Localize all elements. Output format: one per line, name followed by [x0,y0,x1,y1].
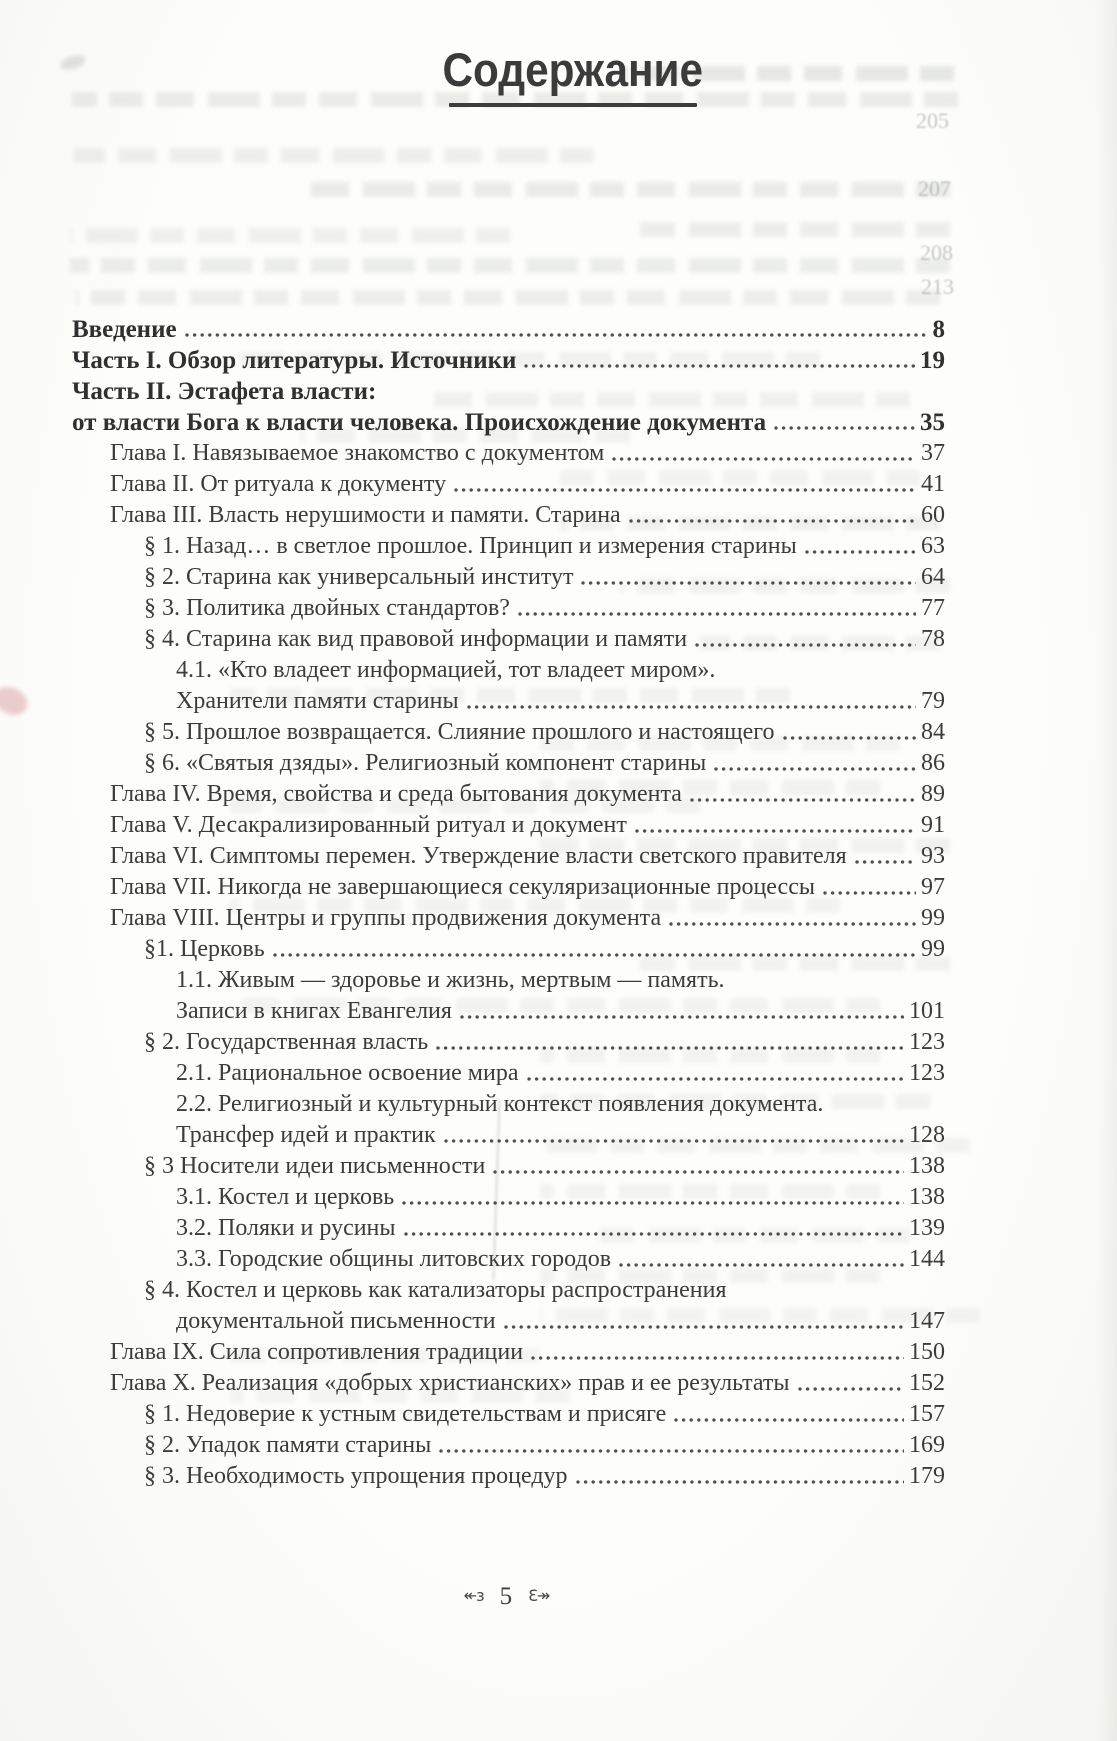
bleedthrough-line [76,290,940,305]
toc-entry-page-number: 35 [920,409,945,436]
toc-entry-label: § 1. Назад… в светлое прошлое. Принцип и измерения старины [144,533,797,559]
toc-row [64,870,945,901]
toc-row [64,1397,945,1428]
toc-entry-page-number: 93 [921,843,945,869]
dot-leader [797,1384,904,1393]
toc-entry-label: § 2. Упадок памяти старины [144,1432,432,1458]
toc-entry-label: 4.1. «Кто владеет информацией, тот владеет миром». [176,657,716,683]
toc-entry-page-number: 147 [909,1308,945,1334]
bleedthrough-page-number: 207 [918,176,951,201]
toc-entry-label: Глава VIII. Центры и группы продвижения документа [110,905,662,931]
toc-entry-label: Часть I. Обзор литературы. Источники [72,347,517,374]
toc-entry-page-number: 37 [921,440,945,466]
dot-leader [822,888,916,897]
scan-edge-shadow [1097,0,1117,1741]
dot-leader [618,1260,904,1269]
toc-entry-label: 2.2. Религиозный и культурный контекст появления документа. [176,1091,824,1117]
dot-leader [804,547,916,556]
toc-entry-page-number: 101 [909,998,945,1024]
toc-row [64,839,945,870]
toc-entry-page-number: 152 [909,1370,945,1396]
toc-entry-label: § 3. Необходимость упрощения процедур [144,1463,568,1489]
dot-leader [713,764,916,773]
toc-row [64,436,945,467]
toc-entry-label: документальной письменности [176,1308,496,1334]
toc-entry-page-number: 77 [921,595,945,621]
dot-leader [575,1477,904,1486]
dot-leader [435,1043,904,1052]
toc-row [64,1118,945,1149]
page-title: Содержание [442,43,703,96]
toc-entry-page-number: 84 [921,719,945,745]
toc-row [64,963,945,994]
toc-entry-label: Глава IV. Время, свойства и среда бытования документа [110,781,682,807]
dot-leader [673,1415,904,1424]
toc-entry-page-number: 138 [909,1153,945,1179]
toc-entry-page-number: 19 [920,347,945,374]
toc-entry-label: Введение [72,316,177,343]
toc-entry-label: 3.2. Поляки и русины [176,1215,396,1241]
toc-entry-label: Записи в книгах Евангелия [176,998,452,1024]
toc-entry-page-number: 128 [909,1122,945,1148]
dot-leader [668,919,916,928]
dot-leader [453,485,916,494]
toc-row [64,1428,945,1459]
toc-entry-label: Глава VII. Никогда не завершающиеся секуляризационные процессы [110,874,815,900]
toc-entry-page-number: 157 [909,1401,945,1427]
dot-leader [854,857,916,866]
toc-entry-page-number: 97 [921,874,945,900]
toc-row [64,1273,945,1304]
bleedthrough-page-number: 205 [916,108,949,133]
page-footer [0,1583,1065,1611]
dot-leader [517,609,916,618]
bleedthrough-page-number: 213 [921,274,954,299]
dot-leader [580,578,916,587]
dot-leader [503,1322,904,1331]
dot-leader [184,330,928,339]
toc-entry-label: § 5. Прошлое возвращается. Слияние прошлого и настоящего [144,719,775,745]
toc-entry-label: Трансфер идей и практик [176,1122,436,1148]
toc-entry-page-number: 79 [921,688,945,714]
toc-entry-label: 1.1. Живым — здоровье и жизнь, мертвым — память. [176,967,725,993]
toc-row [64,715,945,746]
toc-entry-label: § 1. Недоверие к устным свидетельствам и присяге [144,1401,667,1427]
toc-row [64,1211,945,1242]
toc-row [64,653,945,684]
toc-entry-page-number: 144 [909,1246,945,1272]
footer-ornament-left-icon: ↞ɜ [463,1586,484,1605]
toc-entry-label: Часть II. Эстафета власти: [72,378,377,405]
dot-leader [773,423,915,432]
toc-entry-label: §1. Церковь [144,936,265,962]
dot-leader [694,640,916,649]
dot-leader [634,826,916,835]
bleedthrough-line [70,228,510,243]
toc-entry-page-number: 138 [909,1184,945,1210]
toc-entry-label: 3.1. Костел и церковь [176,1184,395,1210]
toc-entry-page-number: 123 [909,1060,945,1086]
toc-entry-label: 3.3. Городские общины литовских городов [176,1246,612,1272]
table-of-contents [64,312,945,1490]
toc-entry-page-number: 86 [921,750,945,776]
toc-row [64,808,945,839]
dot-leader [403,1229,904,1238]
dot-leader [438,1446,904,1455]
toc-entry-page-number: 8 [932,316,945,343]
toc-row [64,777,945,808]
bleedthrough-line [300,182,950,197]
toc-entry-label: § 2. Государственная власть [144,1029,429,1055]
toc-entry-label: Глава X. Реализация «добрых христианских» прав и ее результаты [110,1370,790,1396]
toc-entry-label: 2.1. Рациональное освоение мира [176,1060,519,1086]
toc-row [64,591,945,622]
toc-row [64,560,945,591]
toc-entry-label: § 2. Старина как универсальный институт [144,564,574,590]
toc-entry-label: Хранители памяти старины [176,688,459,714]
bleedthrough-line [640,222,950,237]
dot-leader [526,1074,905,1083]
toc-row [64,1366,945,1397]
toc-entry-label: Глава IX. Сила сопротивления традиции [110,1339,524,1365]
toc-entry-page-number: 179 [909,1463,945,1489]
dot-leader [443,1136,904,1145]
toc-entry-page-number: 99 [921,936,945,962]
toc-row [64,343,945,374]
dot-leader [611,454,916,463]
toc-row [64,684,945,715]
toc-row [64,405,945,436]
dot-leader [782,733,916,742]
footer-ornament-right-icon: Ɛ↠ [528,1586,550,1605]
toc-entry-label: § 4. Старина как вид правовой информации и памяти [144,626,688,652]
toc-row [64,994,945,1025]
toc-row [64,746,945,777]
toc-row [64,932,945,963]
toc-entry-page-number: 78 [921,626,945,652]
toc-row [64,498,945,529]
toc-entry-label: § 4. Костел и церковь как катализаторы распространения [144,1277,727,1303]
toc-row [64,1335,945,1366]
title-underline [449,103,697,107]
toc-entry-page-number: 169 [909,1432,945,1458]
toc-entry-page-number: 63 [921,533,945,559]
dot-leader [530,1353,904,1362]
toc-row [64,1242,945,1273]
toc-row [64,622,945,653]
dot-leader [523,361,915,370]
toc-entry-page-number: 41 [921,471,945,497]
toc-entry-label: Глава V. Десакрализированный ритуал и документ [110,812,627,838]
toc-entry-label: § 3 Носители идеи письменности [144,1153,486,1179]
toc-row [64,312,945,343]
toc-row [64,529,945,560]
toc-entry-page-number: 139 [909,1215,945,1241]
dot-leader [689,795,916,804]
dot-leader [628,516,916,525]
toc-entry-label: от власти Бога к власти человека. Происхождение документа [72,409,767,436]
toc-entry-label: Глава I. Навязываемое знакомство с документом [110,440,605,466]
toc-entry-page-number: 123 [909,1029,945,1055]
toc-entry-label: § 6. «Святыя дзяды». Религиозный компонент старины [144,750,707,776]
toc-entry-page-number: 89 [921,781,945,807]
bleedthrough-line [70,258,950,273]
dot-leader [492,1167,904,1176]
toc-row [64,1056,945,1087]
toc-row [64,1180,945,1211]
dot-leader [401,1198,904,1207]
toc-entry-label: § 3. Политика двойных стандартов? [144,595,510,621]
toc-entry-page-number: 91 [921,812,945,838]
toc-entry-label: Глава III. Власть нерушимости и памяти. Старина [110,502,621,528]
page-header [0,44,1117,107]
toc-entry-page-number: 60 [921,502,945,528]
pink-smudge [0,682,32,721]
toc-row [64,467,945,498]
dot-leader [459,1012,904,1021]
bleedthrough-line [74,148,594,163]
toc-entry-page-number: 99 [921,905,945,931]
toc-entry-page-number: 64 [921,564,945,590]
bleedthrough-page-number: 208 [920,240,953,265]
toc-row [64,1149,945,1180]
dot-leader [466,702,916,711]
toc-row [64,1459,945,1490]
toc-row [64,901,945,932]
toc-row [64,374,945,405]
toc-entry-page-number: 150 [909,1339,945,1365]
dot-leader [272,950,916,959]
toc-entry-label: Глава II. От ритуала к документу [110,471,447,497]
toc-row [64,1304,945,1335]
toc-row [64,1025,945,1056]
toc-entry-label: Глава VI. Симптомы перемен. Утверждение власти светского правителя [110,843,847,869]
footer-page-number: 5 [499,1583,513,1610]
toc-row [64,1087,945,1118]
